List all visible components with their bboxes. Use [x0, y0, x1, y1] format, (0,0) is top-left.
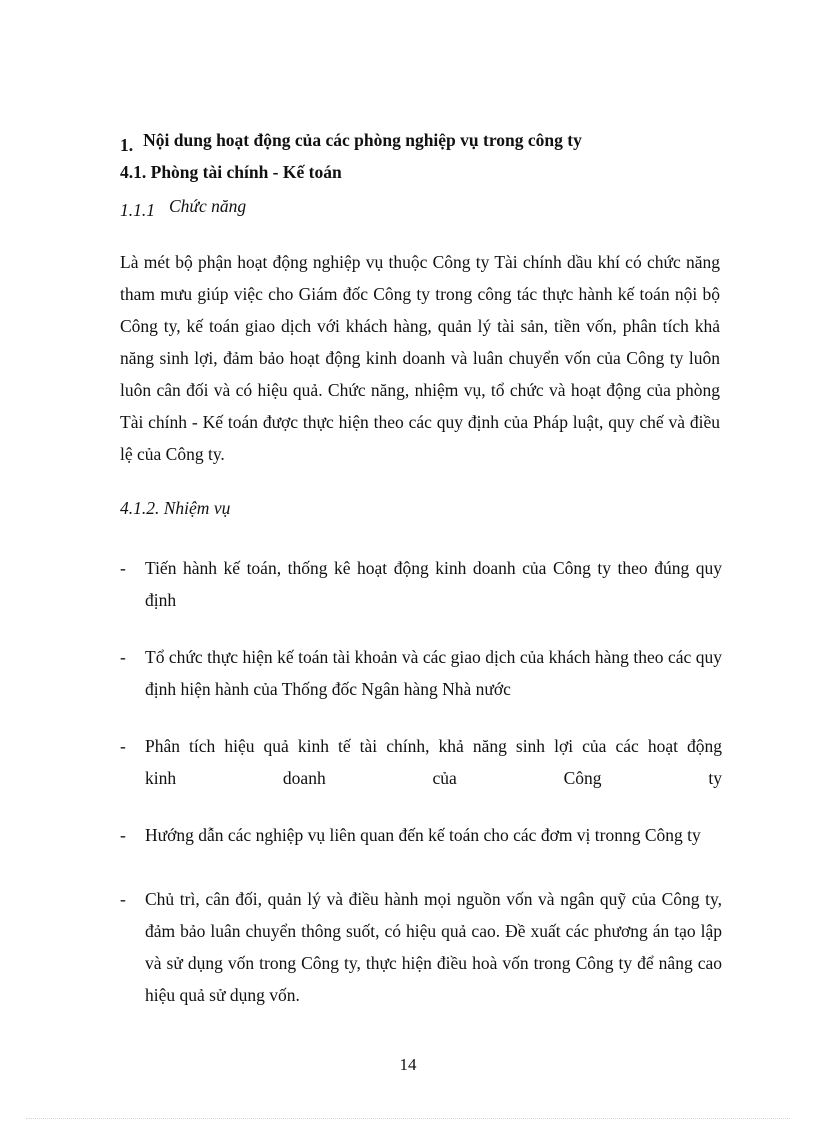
subsubsection-title: Chức năng — [169, 196, 247, 216]
bullet-dash: - — [120, 825, 126, 845]
task-item — [120, 641, 722, 705]
task-text: Tổ chức thực hiện kế toán tài khoản và các giao dịch của khách hàng theo các quy định hiện hành của Thống đốc Ngân hàng Nhà nước — [145, 647, 722, 699]
task-text-line1: Phân tích hiệu quả kinh tế tài chính, khả năng sinh lợi của các hoạt động — [145, 736, 722, 756]
page-number: 14 — [399, 1055, 417, 1074]
task-text-line2: kinh doanh của Công ty — [145, 768, 722, 788]
task-text: Hướng dẫn các nghiệp vụ liên quan đến kế toán cho các đơm vị tronng Công ty — [145, 825, 701, 845]
bullet-dash: - — [120, 889, 126, 909]
task-item — [120, 730, 722, 794]
section-title: Nội dung hoạt động của các phòng nghiệp vụ trong công ty — [143, 130, 582, 150]
function-paragraph: Là mét bộ phận hoạt động nghiệp vụ thuộc Công ty Tài chính dầu khí có chức năng tham mưu giúp việc cho Giám đốc Công ty trong công tác thực hành kế toán nội bộ Công ty, kế toán giao dịch với khách hàng, quản lý tài sản, tiền vốn, phân tích khả năng sinh lợi, đảm bảo hoạt động kinh doanh và luân chuyển vốn của Công ty luôn luôn cân đối và có hiệu quả. Chức năng, nhiệm vụ, tổ chức và hoạt động của phòng Tài chính - Kế toán được thực hiện theo các quy định của Pháp luật, quy chế và điều lệ của Công ty. — [120, 252, 720, 464]
bullet-dash: - — [120, 558, 126, 578]
task-text: Tiến hành kế toán, thống kê hoạt động kinh doanh của Công ty theo đúng quy định — [145, 558, 722, 610]
bullet-dash: - — [120, 736, 126, 756]
task-item — [120, 883, 722, 1011]
task-text: Chủ trì, cân đối, quản lý và điều hành mọi nguồn vốn và ngân quỹ của Công ty, đảm bảo luân chuyển thông suốt, có hiệu quả cao. Đề xuất các phương án tạo lập và sử dụng vốn trong Công ty, thực hiện điều hoà vốn trong Công ty để nâng cao hiệu quả sử dụng vốn. — [145, 889, 722, 1005]
duties-heading: 4.1.2. Nhiệm vụ — [120, 498, 231, 518]
section-heading — [120, 128, 740, 157]
task-item — [120, 552, 722, 616]
subsection-heading: 4.1. Phòng tài chính - Kế toán — [120, 162, 342, 182]
section-number: 1. — [120, 135, 134, 155]
task-item — [120, 819, 722, 851]
bullet-dash: - — [120, 647, 126, 667]
subsubsection-number: 1.1.1 — [120, 200, 155, 220]
subsubsection-heading — [120, 194, 246, 222]
footer-divider — [26, 1118, 790, 1119]
